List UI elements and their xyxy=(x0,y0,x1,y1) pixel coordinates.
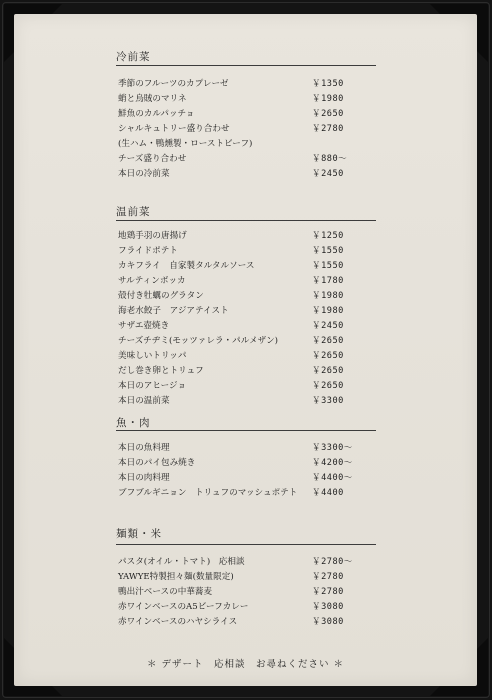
menu-item xyxy=(118,334,368,348)
menu-item xyxy=(118,274,368,288)
menu-item xyxy=(118,259,368,273)
menu-item-price: ￥2650 xyxy=(312,336,344,346)
section-divider xyxy=(116,220,376,221)
menu-item-price: ￥1550 xyxy=(312,261,344,271)
menu-item-price: ￥880～ xyxy=(312,154,348,164)
menu-item xyxy=(118,289,368,303)
menu-item-price: ￥2780 xyxy=(312,587,344,597)
menu-item-price: ￥2780 xyxy=(312,124,344,134)
menu-item-price: ￥2450 xyxy=(312,321,344,331)
menu-item-name: 赤ワインベースのA5ビーフカレー xyxy=(118,602,249,612)
menu-item xyxy=(118,244,368,258)
section-divider xyxy=(116,430,376,431)
menu-item-name: 蛸と烏賊のマリネ xyxy=(118,94,187,104)
menu-item xyxy=(118,379,368,393)
menu-item-name: チーズチヂミ(モッツァレラ・パルメザン) xyxy=(118,336,279,346)
menu-item xyxy=(118,471,368,485)
menu-item-price: ￥1780 xyxy=(312,276,344,286)
menu-item-name: カキフライ 自家製タルタルソース xyxy=(118,261,255,271)
menu-item-name: 本日のパイ包み焼き xyxy=(118,458,196,468)
menu-item-name: サザエ壺焼き xyxy=(118,321,170,331)
menu-item xyxy=(118,304,368,318)
menu-item-price: ￥4400～ xyxy=(312,473,353,483)
menu-item-price: ￥1250 xyxy=(312,231,344,241)
menu-item xyxy=(118,364,368,378)
menu-item xyxy=(118,229,368,243)
menu-item-price: ￥1980 xyxy=(312,306,344,316)
dessert-footer-note: ＊ デザート 応相談 お尋ねください ＊ xyxy=(146,659,345,670)
menu-item-name: 季節のフルーツのカプレーゼ xyxy=(118,79,229,89)
menu-item xyxy=(118,441,368,455)
menu-item-name: 本日の肉料理 xyxy=(118,473,170,483)
menu-item xyxy=(118,570,368,584)
section-title-noodles-rice: 麺類・米 xyxy=(116,528,162,540)
menu-item-name: 美味しいトリッパ xyxy=(118,351,187,361)
menu-item-price: ￥2650 xyxy=(312,351,344,361)
menu-item-price: ￥1350 xyxy=(312,79,344,89)
menu-item-name: サルティンボッカ xyxy=(118,276,186,286)
menu-item xyxy=(118,107,368,121)
menu-item xyxy=(118,319,368,333)
menu-item-price: ￥4400 xyxy=(312,488,344,498)
menu-item-price: ￥1980 xyxy=(312,94,344,104)
menu-item-note xyxy=(118,137,368,151)
menu-item-name: 殻付き牡蠣のグラタン xyxy=(118,291,204,301)
menu-item xyxy=(118,349,368,363)
menu-item xyxy=(118,122,368,136)
menu-item-price: ￥3080 xyxy=(312,602,344,612)
section-divider xyxy=(116,65,376,66)
menu-item-name: フライドポテト xyxy=(118,246,178,256)
menu-item-price: ￥2650 xyxy=(312,381,344,391)
menu-item xyxy=(118,167,368,181)
menu-item-name: 海老水餃子 アジアテイスト xyxy=(118,306,229,316)
section-title-fish-meat: 魚・肉 xyxy=(116,417,151,429)
section-divider xyxy=(116,544,376,545)
menu-item-name: パスタ(オイル・トマト) 応相談 xyxy=(118,557,245,567)
menu-item xyxy=(118,456,368,470)
menu-item-name: ブフブルギニョン トリュフのマッシュポテト xyxy=(118,488,298,498)
menu-item-name: 本日の温前菜 xyxy=(118,396,170,406)
menu-item-name: 本日のアヒージョ xyxy=(118,381,187,391)
menu-item-name: 鴨出汁ベースの中華蕎麦 xyxy=(118,587,213,597)
menu-item xyxy=(118,555,368,569)
menu-item xyxy=(118,585,368,599)
menu-item-name: シャルキュトリー盛り合わせ xyxy=(118,124,230,134)
menu-item-price: ￥4200～ xyxy=(312,458,353,468)
menu-item-name: 赤ワインベースのハヤシライス xyxy=(118,617,238,627)
menu-item xyxy=(118,600,368,614)
menu-item xyxy=(118,152,368,166)
menu-item-price: ￥3300 xyxy=(312,396,344,406)
menu-item-price: ￥2650 xyxy=(312,366,344,376)
menu-item-price: ￥1550 xyxy=(312,246,344,256)
menu-item-name: (生ハム・鴨燻製・ローストビーフ) xyxy=(118,139,253,149)
menu-item-price: ￥3300～ xyxy=(312,443,353,453)
menu-item-price: ￥2650 xyxy=(312,109,344,119)
menu-item-name: チーズ盛り合わせ xyxy=(118,154,187,164)
menu-item xyxy=(118,615,368,629)
menu-item xyxy=(118,77,368,91)
menu-item xyxy=(118,486,368,500)
menu-item-price: ￥3080 xyxy=(312,617,344,627)
section-title-warm-appetizers: 温前菜 xyxy=(116,206,151,218)
menu-item-name: 鮮魚のカルパッチョ xyxy=(118,109,195,119)
menu-item-price: ￥2450 xyxy=(312,169,344,179)
menu-item-name: 本日の魚料理 xyxy=(118,443,170,453)
menu-item xyxy=(118,394,368,408)
menu-item-price: ￥1980 xyxy=(312,291,344,301)
menu-item-name: 地鶏手羽の唐揚げ xyxy=(118,231,187,241)
section-title-cold-appetizers: 冷前菜 xyxy=(116,51,151,63)
menu-item-name: YAWYE特製担々麺(数量限定) xyxy=(118,572,234,582)
menu-item-name: 本日の冷前菜 xyxy=(118,169,170,179)
menu-item-price: ￥2780 xyxy=(312,572,344,582)
menu-item-name: だし巻き卵とトリュフ xyxy=(118,366,204,376)
menu-item xyxy=(118,92,368,106)
menu-sheet xyxy=(14,14,477,686)
menu-item-price: ￥2780～ xyxy=(312,557,353,567)
